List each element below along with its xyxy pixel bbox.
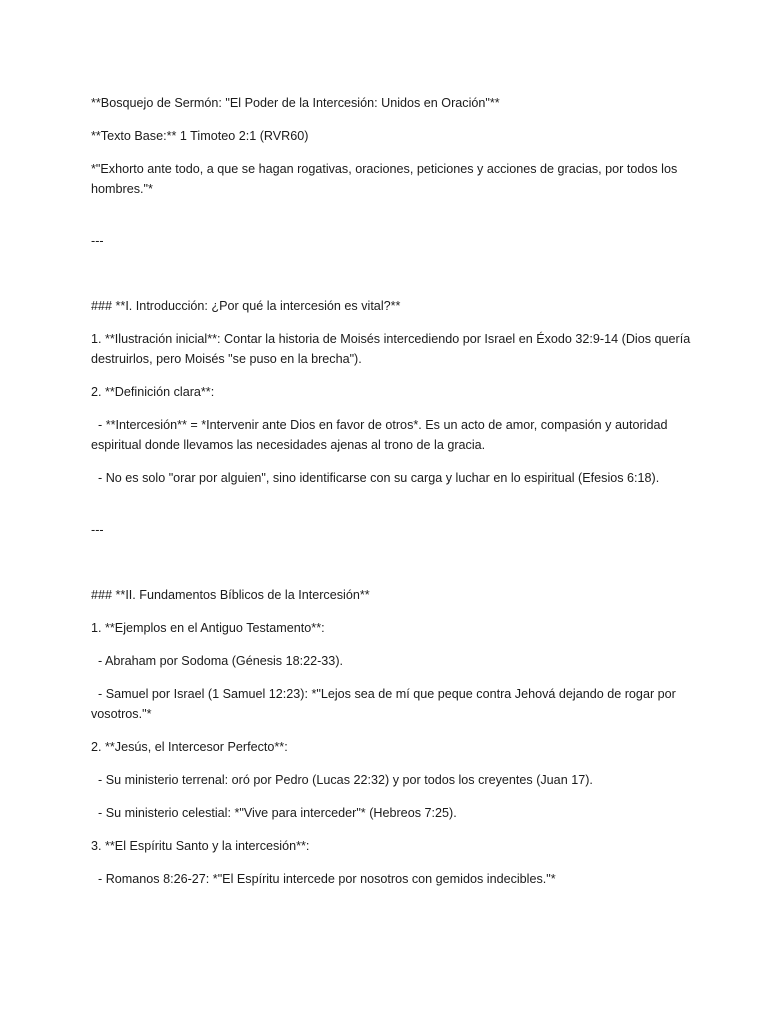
section-2-item-2-bullet-1: - Su ministerio terrenal: oró por Pedro (Lucas 22:32) y por todos los creyentes (Juan 17). [91, 773, 593, 787]
document-body [91, 93, 694, 902]
section-2-item-1: 1. **Ejemplos en el Antiguo Testamento**: [91, 621, 325, 635]
section-1-item-2-bullet-2: - No es solo "orar por alguien", sino identificarse con su carga y luchar en lo espiritual (Efesios 6:18). [91, 471, 660, 485]
section-2-item-3: 3. **El Espíritu Santo y la intercesión**: [91, 839, 310, 853]
scripture-quote: *"Exhorto ante todo, a que se hagan rogativas, oraciones, peticiones y acciones de gracias, por todos los hombres."* [91, 162, 681, 196]
section-1-item-2: 2. **Definición clara**: [91, 385, 215, 399]
separator-1: --- [91, 234, 104, 248]
section-1-item-2-bullet-1: - **Intercesión** = *Intervenir ante Dios en favor de otros*. Es un acto de amor, compasión y autoridad espiritual donde llevamos las necesidades ajenas al trono de la gracia. [91, 418, 671, 452]
section-2-item-3-bullet-1: - Romanos 8:26-27: *"El Espíritu intercede por nosotros con gemidos indecibles."* [91, 872, 556, 886]
section-2-item-2-bullet-2: - Su ministerio celestial: *"Vive para interceder"* (Hebreos 7:25). [91, 806, 457, 820]
base-text-line: **Texto Base:** 1 Timoteo 2:1 (RVR60) [91, 129, 309, 143]
sermon-title: **Bosquejo de Sermón: "El Poder de la Intercesión: Unidos en Oración"** [91, 96, 500, 110]
section-1-heading: ### **I. Introducción: ¿Por qué la intercesión es vital?** [91, 299, 401, 313]
section-1-item-1: 1. **Ilustración inicial**: Contar la historia de Moisés intercediendo por Israel en Éxodo 32:9-14 (Dios quería destruirlos, pero Moisés "se puso en la brecha"). [91, 332, 694, 366]
section-2-item-1-bullet-1: - Abraham por Sodoma (Génesis 18:22-33). [91, 654, 344, 668]
separator-2: --- [91, 523, 104, 537]
section-2-item-2: 2. **Jesús, el Intercesor Perfecto**: [91, 740, 288, 754]
section-2-item-1-bullet-2: - Samuel por Israel (1 Samuel 12:23): *"Lejos sea de mí que peque contra Jehová dejando de rogar por vosotros."* [91, 687, 680, 721]
section-2-heading: ### **II. Fundamentos Bíblicos de la Intercesión** [91, 588, 370, 602]
